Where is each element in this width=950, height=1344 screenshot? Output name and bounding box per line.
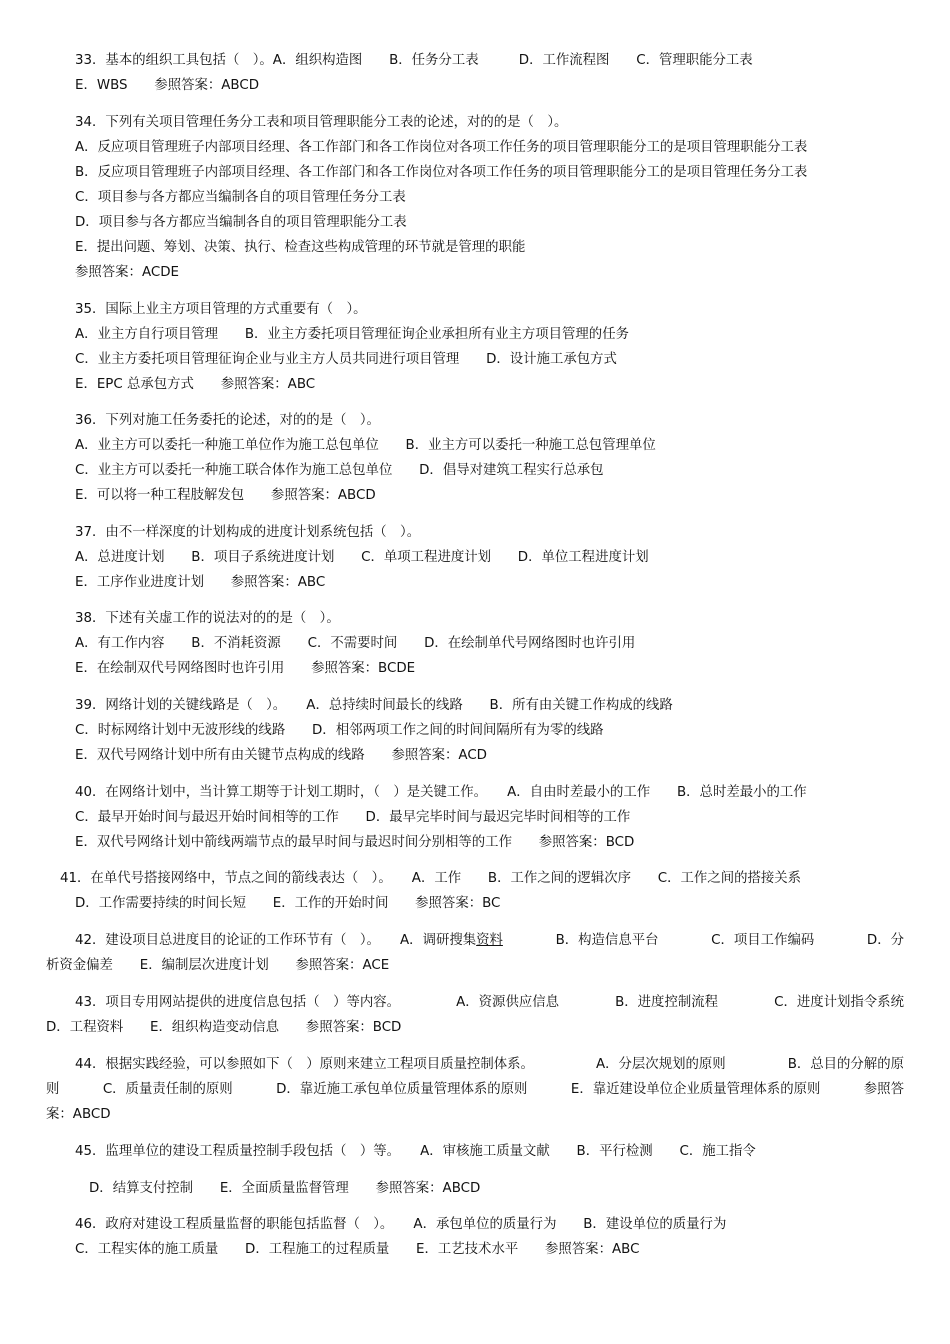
question-line: C．业主方可以委托一种施工联合体作为施工总包单位 D．倡导对建筑工程实行总承包	[75, 463, 604, 478]
question-line: D．结算支付控制 E．全面质量监督管理 参照答案：ABCD	[89, 1181, 481, 1196]
question-line: 35．国际上业主方项目管理的方式重要有（ ）。	[75, 302, 367, 317]
question-line: E．可以将一种工程肢解发包 参照答案：ABCD	[75, 488, 376, 503]
question-line: 40．在网络计划中，当计算工期等于计划工期时，（ ）是关键工作。 A．自由时差最小的工作 B．总时差最小的工作	[75, 785, 807, 800]
question-line: E．在绘制双代号网络图时也许引用 参照答案：BCDE	[75, 661, 416, 676]
question-line: E．双代号网络计划中箭线两端节点的最早时间与最迟时间分别相等的工作 参照答案：BCD	[75, 835, 635, 850]
question-text: 42．建设项目总进度目的论证的工作环节有（ ）。 A．调研搜集资料	[75, 933, 503, 948]
question-39	[0, 693, 950, 768]
question-44	[0, 1052, 950, 1127]
question-text: 44．根据实践经验，可以参照如下（ ）原则来建立工程项目质量控制体系。	[75, 1057, 534, 1072]
question-line: 参照答案：ACDE	[75, 265, 179, 280]
question-41	[0, 866, 950, 916]
option-a: A．资源供应信息	[456, 995, 560, 1010]
question-line: 案：ABCD	[46, 1107, 111, 1122]
option-d: D．靠近施工承包单位质量管理体系的原则	[276, 1082, 528, 1097]
question-line: 33．基本的组织工具包括（ ）。A．组织构造图 B．任务分工表 D．工作流程图 C．管理职能分工表	[75, 53, 753, 68]
question-45	[0, 1139, 950, 1201]
question-line: 36．下列对施工任务委托的论述，对的的是（ ）。	[75, 413, 380, 428]
option-c: C．项目工作编码	[711, 933, 815, 948]
question-line: A．业主方自行项目管理 B．业主方委托项目管理征询企业承担所有业主方项目管理的任务	[75, 327, 629, 342]
question-36	[0, 408, 950, 508]
question-line: 41．在单代号搭接网络中，节点之间的箭线表达（ ）。 A．工作 B．工作之间的逻辑次序 C．工作之间的搭接关系	[60, 871, 802, 886]
question-line	[0, 1052, 950, 1077]
question-line: B．反应项目管理班子内部项目经理、各工作部门和各工作岗位对各项工作任务的项目管理职能分工的是项目管理任务分工表	[75, 165, 808, 180]
option-c: C．质量责任制的原则	[102, 1082, 233, 1097]
question-40	[0, 780, 950, 855]
question-line: 37．由不一样深度的计划构成的进度计划系统包括（ ）。	[75, 525, 421, 540]
question-line: 34．下列有关项目管理任务分工表和项目管理职能分工表的论述，对的的是（ ）。	[75, 115, 568, 130]
question-line: C．项目参与各方都应当编制各自的项目管理任务分工表	[75, 190, 406, 205]
question-35	[0, 297, 950, 397]
question-line: E．WBS 参照答案：ABCD	[75, 78, 260, 93]
question-line: C．业主方委托项目管理征询企业与业主方人员共同进行项目管理 D．设计施工承包方式	[75, 352, 617, 367]
option-e: E．靠近建设单位企业质量管理体系的原则	[570, 1082, 821, 1097]
question-line: E．提出问题、筹划、决策、执行、检查这些构成管理的环节就是管理的职能	[75, 240, 526, 255]
option-d: D．分	[866, 933, 904, 948]
option-b: B．进度控制流程	[615, 995, 719, 1010]
question-line: C．工程实体的施工质量 D．工程施工的过程质量 E．工艺技术水平 参照答案：ABC	[75, 1242, 640, 1257]
question-line: D．工程资料 E．组织构造变动信息 参照答案：BCD	[46, 1020, 402, 1035]
question-line: E．工序作业进度计划 参照答案：ABC	[75, 575, 326, 590]
question-line: 析资金偏差 E．编制层次进度计划 参照答案：ACE	[46, 958, 390, 973]
question-line: D．项目参与各方都应当编制各自的项目管理职能分工表	[75, 215, 407, 230]
question-line: 46．政府对建设工程质量监督的职能包括监督（ ）。 A．承包单位的质量行为 B．建设单位的质量行为	[75, 1217, 727, 1232]
question-line	[0, 1077, 950, 1102]
question-43	[0, 990, 950, 1040]
question-line: A．总进度计划 B．项目子系统进度计划 C．单项工程进度计划 D．单位工程进度计划	[75, 550, 649, 565]
option-b: B．构造信息平台	[555, 933, 659, 948]
question-text: 43．项目专用网站提供的进度信息包括（ ）等内容。	[75, 995, 401, 1010]
answer-label: 参照答	[863, 1082, 904, 1097]
option-c: C．进度计划指令系统	[774, 995, 904, 1010]
question-line: A．业主方可以委托一种施工单位作为施工总包单位 B．业主方可以委托一种施工总包管理单位	[75, 438, 656, 453]
question-line: E．双代号网络计划中所有由关键节点构成的线路 参照答案：ACD	[75, 748, 487, 763]
question-34	[0, 110, 950, 285]
question-line: 39．网络计划的关键线路是（ ）。 A．总持续时间最长的线路 B．所有由关键工作构成的线路	[75, 698, 673, 713]
question-line: 45．监理单位的建设工程质量控制手段包括（ ）等。 A．审核施工质量文献 B．平行检测 C．施工指令	[75, 1144, 756, 1159]
question-line: A．有工作内容 B．不消耗资源 C．不需要时间 D．在绘制单代号网络图时也许引用	[75, 636, 636, 651]
question-line: A．反应项目管理班子内部项目经理、各工作部门和各工作岗位对各项工作任务的项目管理职能分工的是项目管理职能分工表	[75, 140, 808, 155]
question-line: C．时标网络计划中无波形线的线路 D．相邻两项工作之间的时间间隔所有为零的线路	[75, 723, 604, 738]
link-text: 资料	[476, 933, 503, 948]
question-line: C．最早开始时间与最迟开始时间相等的工作 D．最早完毕时间与最迟完毕时间相等的工作	[75, 810, 631, 825]
option-a: A．分层次规划的原则	[595, 1057, 726, 1072]
question-line: D．工作需要持续的时间长短 E．工作的开始时间 参照答案：BC	[75, 896, 501, 911]
question-37	[0, 520, 950, 595]
option-b: B．总目的分解的原	[787, 1057, 904, 1072]
question-line: E．EPC 总承包方式 参照答案：ABC	[75, 377, 316, 392]
question-line: 38．下述有关虚工作的说法对的的是（ ）。	[75, 611, 340, 626]
question-42	[0, 928, 950, 978]
question-46	[0, 1212, 950, 1262]
question-38	[0, 606, 950, 681]
question-33	[0, 48, 950, 98]
question-line	[0, 990, 950, 1015]
question-line	[0, 928, 950, 953]
text-fragment: 则	[46, 1082, 60, 1097]
